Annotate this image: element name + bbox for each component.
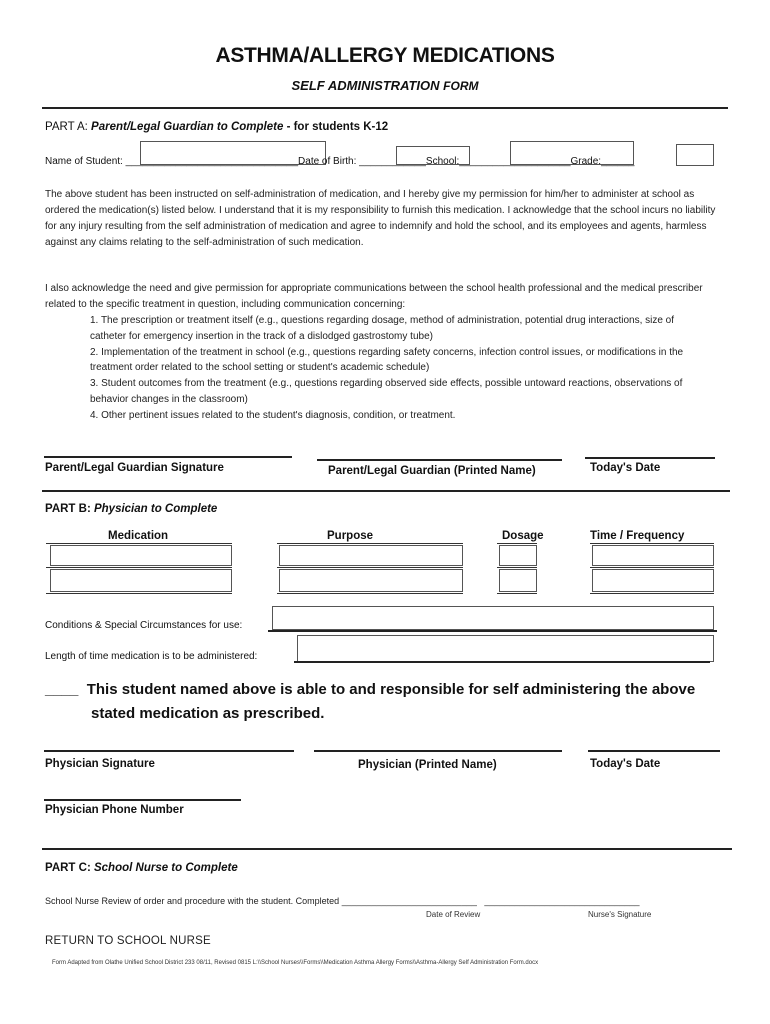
row-2-line: [46, 593, 232, 594]
part-a-divider: [42, 490, 730, 492]
nurse-signature-blank[interactable]: _______________________________: [484, 896, 640, 906]
part-b-heading: [45, 503, 217, 515]
part-a-title: Parent/Legal Guardian to Complete: [91, 121, 284, 133]
guardian-printed-line[interactable]: [317, 459, 562, 461]
subtitle-form: FORM: [443, 79, 479, 93]
name-blank: _______________________________: [125, 156, 299, 167]
physician-signature-label: Physician Signature: [45, 758, 155, 770]
student-info-row: [45, 156, 634, 167]
conditions-line: [268, 630, 717, 632]
guardian-signature-label: Parent/Legal Guardian Signature: [45, 462, 224, 474]
part-b-divider: [42, 848, 732, 850]
grade-field[interactable]: [676, 144, 714, 166]
part-b-label: PART B:: [45, 503, 91, 515]
time-header-line: [590, 543, 714, 544]
guardian-date-line[interactable]: [585, 457, 715, 459]
length-line: [294, 661, 710, 663]
col-purpose: Purpose: [327, 530, 374, 542]
purpose-input-1[interactable]: [279, 545, 463, 566]
dob-label: Date of Birth:: [298, 156, 357, 167]
school-label: School:: [425, 156, 460, 167]
nurse-review-row: [45, 896, 640, 906]
date-of-review-label: Date of Review: [426, 910, 481, 919]
part-b-title: Physician to Complete: [93, 503, 218, 515]
dosage-header-line: [497, 543, 537, 544]
return-to-nurse: RETURN TO SCHOOL NURSE: [45, 935, 211, 947]
self-admin-statement: [45, 681, 695, 698]
conditions-label: Conditions & Special Circumstances for use:: [45, 620, 243, 631]
part-a-heading: [45, 121, 388, 133]
communication-list: [90, 313, 710, 424]
guardian-printed-label: Parent/Legal Guardian (Printed Name): [328, 465, 536, 477]
form-subtitle: [0, 78, 770, 93]
grade-label: Grade:: [570, 156, 602, 167]
nurse-review-text: School Nurse Review of order and procedure with the student. Completed: [45, 896, 340, 906]
row-2-line: [277, 593, 463, 594]
physician-date-label: Today's Date: [590, 758, 661, 770]
part-c-heading: [45, 862, 238, 874]
row-1-line: [277, 567, 463, 568]
list-item: 2. Implementation of the treatment in school (e.g., questions regarding safety concerns, infection control issues, or modifications in the treatment order related to the school setting or student's academic schedule): [90, 346, 684, 374]
physician-signature-line[interactable]: [44, 750, 294, 752]
nurse-signature-label: Nurse's Signature: [588, 910, 652, 919]
col-time: Time / Frequency: [590, 530, 685, 542]
statement-line-1: This student named above is able to and responsible for self administering the above: [86, 681, 696, 698]
col-medication: Medication: [108, 530, 169, 542]
length-field[interactable]: [297, 635, 714, 662]
header-divider: [42, 107, 728, 109]
conditions-field[interactable]: [272, 606, 714, 630]
length-label: Length of time medication is to be administered:: [45, 651, 258, 662]
list-item: 1. The prescription or treatment itself (e.g., questions regarding dosage, method of administration, potential drug interactions, size of catheter for emergency insertion in the track of a dislodged gastrostomy tube): [90, 315, 675, 342]
statement-checkbox-blank[interactable]: ____: [45, 681, 79, 698]
statement-line-2: stated medication as prescribed.: [91, 705, 325, 722]
permission-paragraph: The above student has been instructed on self-administration of medication, and I hereby give my permission for him/her to administer at school as ordered the medication(s) listed below. I understand that it is my responsibility to furnish this medication. I acknowledge that the school incurs no liability for any injury resulting from the self administration of medication and agree to indemnify and hold the school, and its employees and agents, harmless against any claims relating to the self-administration of such medication.: [45, 189, 716, 248]
grade-blank: ______: [601, 156, 635, 167]
medication-input-2[interactable]: [50, 569, 232, 592]
guardian-date-label: Today's Date: [590, 462, 661, 474]
subtitle-main: SELF ADMINISTRATION: [291, 78, 440, 93]
col-dosage: Dosage: [502, 530, 544, 542]
list-item: 4. Other pertinent issues related to the student's diagnosis, condition, or treatment.: [90, 409, 456, 421]
time-input-2[interactable]: [592, 569, 714, 592]
dosage-input-2[interactable]: [499, 569, 537, 592]
form-title: ASTHMA/ALLERGY MEDICATIONS: [215, 44, 555, 67]
guardian-signature-line[interactable]: [44, 456, 292, 458]
date-of-review-blank[interactable]: ___________________________: [341, 896, 477, 906]
form-footer: Form Adapted from Olathe Unified School District 233 08/11, Revised 0815 L:\\School Nurses\\Forms\\Medication Asthma Allergy Forms\\Asthma-Allergy Self Administration Form.docx: [52, 960, 539, 966]
list-item: 3. Student outcomes from the treatment (e.g., questions regarding observed side effects, possible untoward reactions, observations of behavior changes in the classroom): [90, 378, 683, 405]
name-label: Name of Student:: [45, 156, 123, 167]
physician-phone-line[interactable]: [44, 799, 241, 801]
row-2-line: [497, 593, 537, 594]
school-blank: ____________________: [459, 156, 571, 167]
purpose-input-2[interactable]: [279, 569, 463, 592]
physician-printed-line[interactable]: [314, 750, 562, 752]
communication-paragraph: I also acknowledge the need and give permission for appropriate communications between the school health professional and the medical prescriber related to the specific treatment in question, including communication concerning:: [45, 283, 703, 310]
physician-printed-label: Physician (Printed Name): [358, 759, 497, 771]
part-a-label: PART A:: [45, 121, 88, 133]
physician-date-line[interactable]: [588, 750, 720, 752]
row-2-line: [590, 593, 714, 594]
physician-phone-label: Physician Phone Number: [45, 804, 184, 816]
medication-input-1[interactable]: [50, 545, 232, 566]
dob-blank: ____________: [359, 156, 426, 167]
row-1-line: [497, 567, 537, 568]
time-input-1[interactable]: [592, 545, 714, 566]
row-1-line: [590, 567, 714, 568]
part-c-label: PART C:: [45, 862, 91, 874]
part-c-title: School Nurse to Complete: [93, 862, 238, 874]
dosage-input-1[interactable]: [499, 545, 537, 566]
medication-header-line: [46, 543, 232, 544]
row-1-line: [46, 567, 232, 568]
purpose-header-line: [277, 543, 463, 544]
part-a-suffix: - for students K-12: [286, 121, 389, 133]
